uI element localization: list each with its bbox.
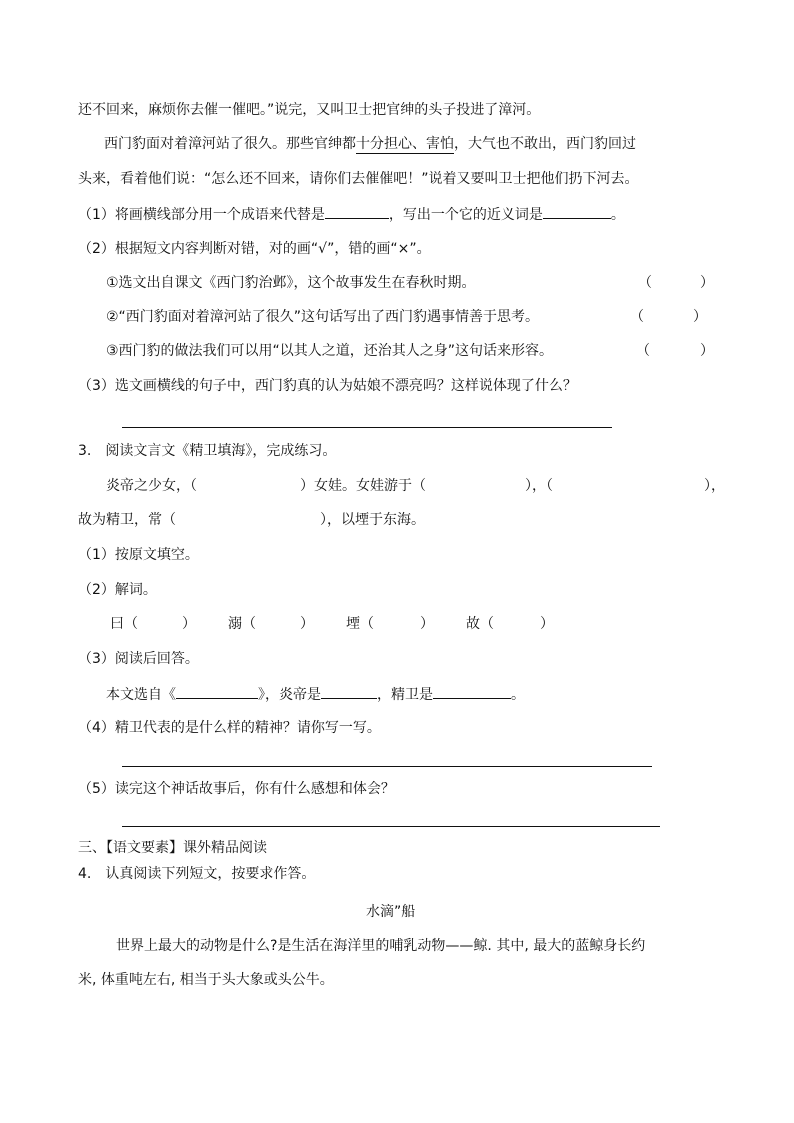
classical-text-f: ），以堙于东海。 <box>320 512 425 528</box>
word-1-char: 曰 <box>110 616 124 632</box>
judge-paren-3-close: ） <box>700 343 714 359</box>
classical-text-a: 炎帝之少女，（ <box>106 478 197 494</box>
question-2-1 <box>78 204 625 225</box>
question-2-2: （2）根据短文内容判断对错，对的画“√”，错的画“×”。 <box>78 241 431 257</box>
word-1-paren-close: ） <box>182 616 196 632</box>
word-1 <box>110 614 138 634</box>
answer-blank-idiom[interactable] <box>325 204 389 219</box>
classical-text-c: ），（ <box>525 478 553 494</box>
article-para-1-line-1: 世界上最大的动物是什么?是生活在海洋里的哺乳动物——鲸. 其中, 最大的蓝鲸身长约 <box>116 938 646 954</box>
answer-line-3-4[interactable] <box>122 766 652 767</box>
question-3-3: （3）阅读后回答。 <box>78 651 199 667</box>
q3-3-d: 。 <box>511 687 525 703</box>
judge-paren-2-open[interactable]: （ <box>630 309 644 325</box>
word-2-paren-open[interactable]: （ <box>242 616 256 632</box>
word-4-paren-close: ） <box>540 616 554 632</box>
answer-blank-jingwei[interactable] <box>433 684 511 699</box>
question-2-1-end: 。 <box>610 207 625 223</box>
answer-line-2-3[interactable] <box>122 427 612 428</box>
passage-line-2-pre: 西门豹面对着漳河站了很久。那些官绅都 <box>104 136 356 152</box>
passage-line-2-post: ，大气也不敢出，西门豹回过 <box>454 136 636 152</box>
judge-paren-3-open[interactable]: （ <box>636 343 650 359</box>
word-3 <box>346 614 374 634</box>
word-3-char: 堙 <box>346 616 360 632</box>
passage-line-2 <box>104 134 636 154</box>
word-4 <box>466 614 494 634</box>
word-2 <box>228 614 256 634</box>
answer-blank-yandi[interactable] <box>321 684 377 699</box>
classical-text-line-1 <box>106 476 197 496</box>
item-3-heading: 3. 阅读文言文《精卫填海》，完成练习。 <box>78 443 337 459</box>
q3-3-a: 本文选自《 <box>106 687 176 703</box>
article-title: 水滴”船 <box>366 904 416 920</box>
answer-blank-synonym[interactable] <box>543 204 611 219</box>
q3-3-b: 》，炎帝是 <box>258 687 321 703</box>
judge-paren-1-open[interactable]: （ <box>638 275 652 291</box>
question-3-2: （2）解词。 <box>78 582 157 598</box>
judge-item-3: ③西门豹的做法我们可以用“以其人之道，还治其人之身”这句话来形容。 <box>106 343 554 359</box>
underlined-phrase: 十分担心、害怕 <box>356 136 454 152</box>
word-3-paren-close: ） <box>420 616 434 632</box>
word-4-paren-open[interactable]: （ <box>480 616 494 632</box>
question-3-4: （4）精卫代表的是什么样的精神？请你写一写。 <box>78 720 381 736</box>
answer-blank-source[interactable] <box>176 684 258 699</box>
question-2-1-text: （1）将画横线部分用一个成语来代替是 <box>78 207 325 223</box>
word-2-char: 溺 <box>228 616 242 632</box>
judge-item-2: ②“西门豹面对着漳河站了很久”这句话写出了西门豹遇事情善于思考。 <box>106 309 540 325</box>
question-3-1: （1）按原文填空。 <box>78 547 199 563</box>
section-three-heading: 三、【语文要素】课外精品阅读 <box>78 840 267 856</box>
word-3-paren-open[interactable]: （ <box>360 616 374 632</box>
classical-text-d: ）， <box>704 478 725 494</box>
classical-text-b: ）女娃。女娃游于（ <box>300 478 426 494</box>
passage-line-1: 还不回来，麻烦你去催一催吧。”说完，又叫卫士把官绅的头子投进了漳河。 <box>78 102 541 118</box>
word-2-paren-close: ） <box>300 616 314 632</box>
judge-item-1: ①选文出自课文《西门豹治邺》，这个故事发生在春秋时期。 <box>106 275 476 291</box>
question-2-1-mid: ，写出一个它的近义词是 <box>388 207 543 223</box>
item-4-heading: 4. 认真阅读下列短文，按要求作答。 <box>78 866 316 882</box>
word-1-paren-open[interactable]: （ <box>124 616 138 632</box>
judge-paren-2-close: ） <box>693 309 707 325</box>
classical-text-e: 故为精卫，常（ <box>78 512 176 528</box>
question-2-3: （3）选文画横线的句子中，西门豹真的认为姑娘不漂亮吗？这样说体现了什么？ <box>78 378 577 394</box>
question-3-5: （5）读完这个神话故事后，你有什么感想和体会？ <box>78 781 395 797</box>
answer-line-3-5[interactable] <box>122 826 660 827</box>
judge-paren-1-close: ） <box>700 275 714 291</box>
question-3-3-fill <box>106 684 525 705</box>
word-4-char: 故 <box>466 616 480 632</box>
passage-line-3: 头来，看着他们说：“怎么还不回来，请你们去催催吧！”说着又要叫卫士把他们扔下河去。 <box>78 171 639 187</box>
q3-3-c: ，精卫是 <box>377 687 433 703</box>
article-para-1-line-2: 米, 体重吨左右, 相当于头大象或头公牛。 <box>78 972 334 988</box>
